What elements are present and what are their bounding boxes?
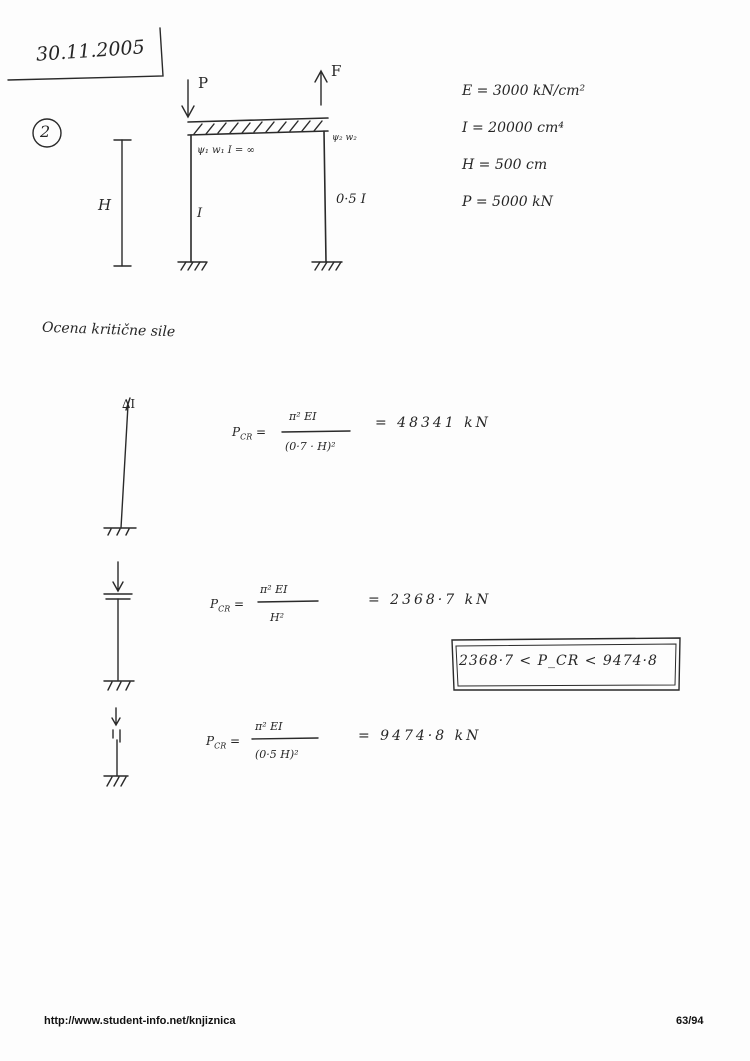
case1-denominator: (0·7 · H)² xyxy=(285,440,336,453)
given-E: E = 3000 kN/cm² xyxy=(462,83,586,99)
column-left-label: I xyxy=(197,206,203,221)
footer-page-number: 63/94 xyxy=(676,1015,704,1027)
pcr-symbol: P xyxy=(206,734,215,748)
beam-node-label: ψ₂ w₂ xyxy=(332,133,357,143)
portal-frame-icon xyxy=(178,118,342,270)
column-right-label: 0·5 I xyxy=(336,192,366,207)
case3-denominator: (0·5 H)² xyxy=(255,748,299,761)
load-p-label: P xyxy=(198,74,209,92)
case3-pcr-label: $P_{CR}$ = xyxy=(206,734,241,751)
assessment-title: Ocena kritične sile xyxy=(41,319,176,341)
case1-result: = 48341 kN xyxy=(375,415,491,431)
case2-result: = 2368·7 kN xyxy=(368,592,492,608)
beam-label: ψ₁ w₁ I = ∞ xyxy=(197,145,255,156)
load-p-arrow-icon xyxy=(182,80,194,117)
pcr-symbol: P xyxy=(210,597,219,611)
case2-fraction-bar xyxy=(258,601,318,602)
task-number: 2 xyxy=(40,122,51,141)
pcr-symbol: P xyxy=(232,425,241,439)
case1-pcr-label: $P_{CR}$ = xyxy=(232,425,267,442)
case1-fraction-bar xyxy=(282,431,350,432)
case2-pcr-label: $P_{CR}$ = xyxy=(210,597,245,614)
case2-numerator: π² EI xyxy=(260,583,288,596)
case1-numerator: π² EI xyxy=(289,410,317,423)
case2-denominator: H² xyxy=(270,611,285,624)
load-f-arrow-icon xyxy=(315,71,327,105)
critical-load-inequality: 2368·7 < P_CR < 9474·8 xyxy=(459,653,658,669)
given-I: I = 20000 cm⁴ xyxy=(462,120,564,136)
date-text: 30.11.2005 xyxy=(35,36,146,66)
case3-column-icon xyxy=(104,708,128,786)
pcr-subscript: CR xyxy=(218,604,231,614)
case1-column-icon xyxy=(104,398,136,535)
load-f-label: F xyxy=(331,62,342,80)
height-label: H xyxy=(98,196,112,214)
pcr-subscript: CR xyxy=(214,741,227,751)
footer-url[interactable]: http://www.student-info.net/knjiznica xyxy=(44,1015,236,1027)
case2-column-icon xyxy=(104,562,134,690)
case3-fraction-bar xyxy=(252,738,318,739)
given-H: H = 500 cm xyxy=(462,157,548,173)
given-P: P = 5000 kN xyxy=(462,194,553,210)
case1-annotation: ∆I xyxy=(122,397,136,411)
case3-result: = 9474·8 kN xyxy=(358,728,482,744)
height-dimension-icon xyxy=(114,140,131,266)
case3-numerator: π² EI xyxy=(255,720,283,733)
pcr-subscript: CR xyxy=(240,432,253,442)
